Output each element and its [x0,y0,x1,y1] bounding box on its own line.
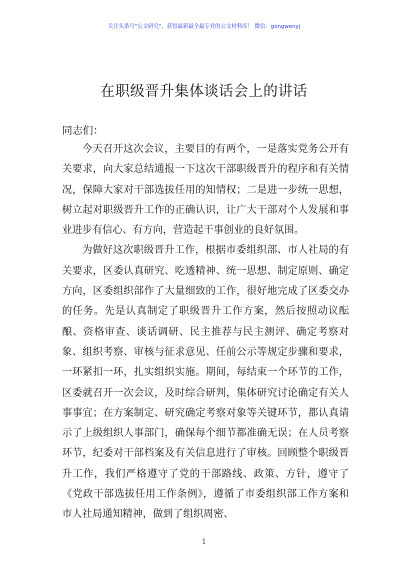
document-title: 在职级晋升集体谈话会上的讲话 [100,84,308,100]
paragraph: 为做好这次职级晋升工作，根据市委组织部、市人社局的有关要求，区委认真研究、吃透精神、统一思想、制定原则、确定方向，区委组织部作了大量细致的工作，很好地完成了区委交办的任务。先是认真制定了职级晋升工作方案，然后按照动议酝酿、资格审查、谈话调研、民主推荐与民主测评、确定考察对象、组织考察、审核与征求意见、任前公示等规定步骤和要求，一环紧扣一环，扎实组织实施。期间，每结束一个环节的工作，区委就召开一次会议，及时综合研判，集体研究讨论确定有关人事事宜；在方案制定、研究确定考察对象等关键环节，都认真请示了上级组织人事部门，确保每个细节都准确无误；在人员考察环节，纪委对干部档案及有关信息进行了审核。回顾整个职级晋升工作，我们严格遵守了党的干部路线、政策、方针，遵守了《党政干部选拔任用工作条例》，遵循了市委组织部工作方案和市人社局通知精神，做到了组织周密、 [62,245,349,521]
paragraph: 今天召开这次会议，主要目的有两个，一是落实党务公开有关要求，向大家总结通报一下这次干部职级晋升的程序和有关情况，保障大家对干部选拔任用的知情权；二是进一步统一思想，树立起对职级晋升工作的正确认识，让广大干部对个人发展和事业进步有信心、有方向，营造起干事创业的良好氛围。 [62,144,349,237]
body-text [62,140,349,526]
page-number: 1 [201,538,207,546]
header-note: 关注头条号"公文研究"，获得最新最全最专业的公文材料库！ 微信：gongwenyj [107,24,301,30]
salutation: 同志们： [62,125,104,137]
